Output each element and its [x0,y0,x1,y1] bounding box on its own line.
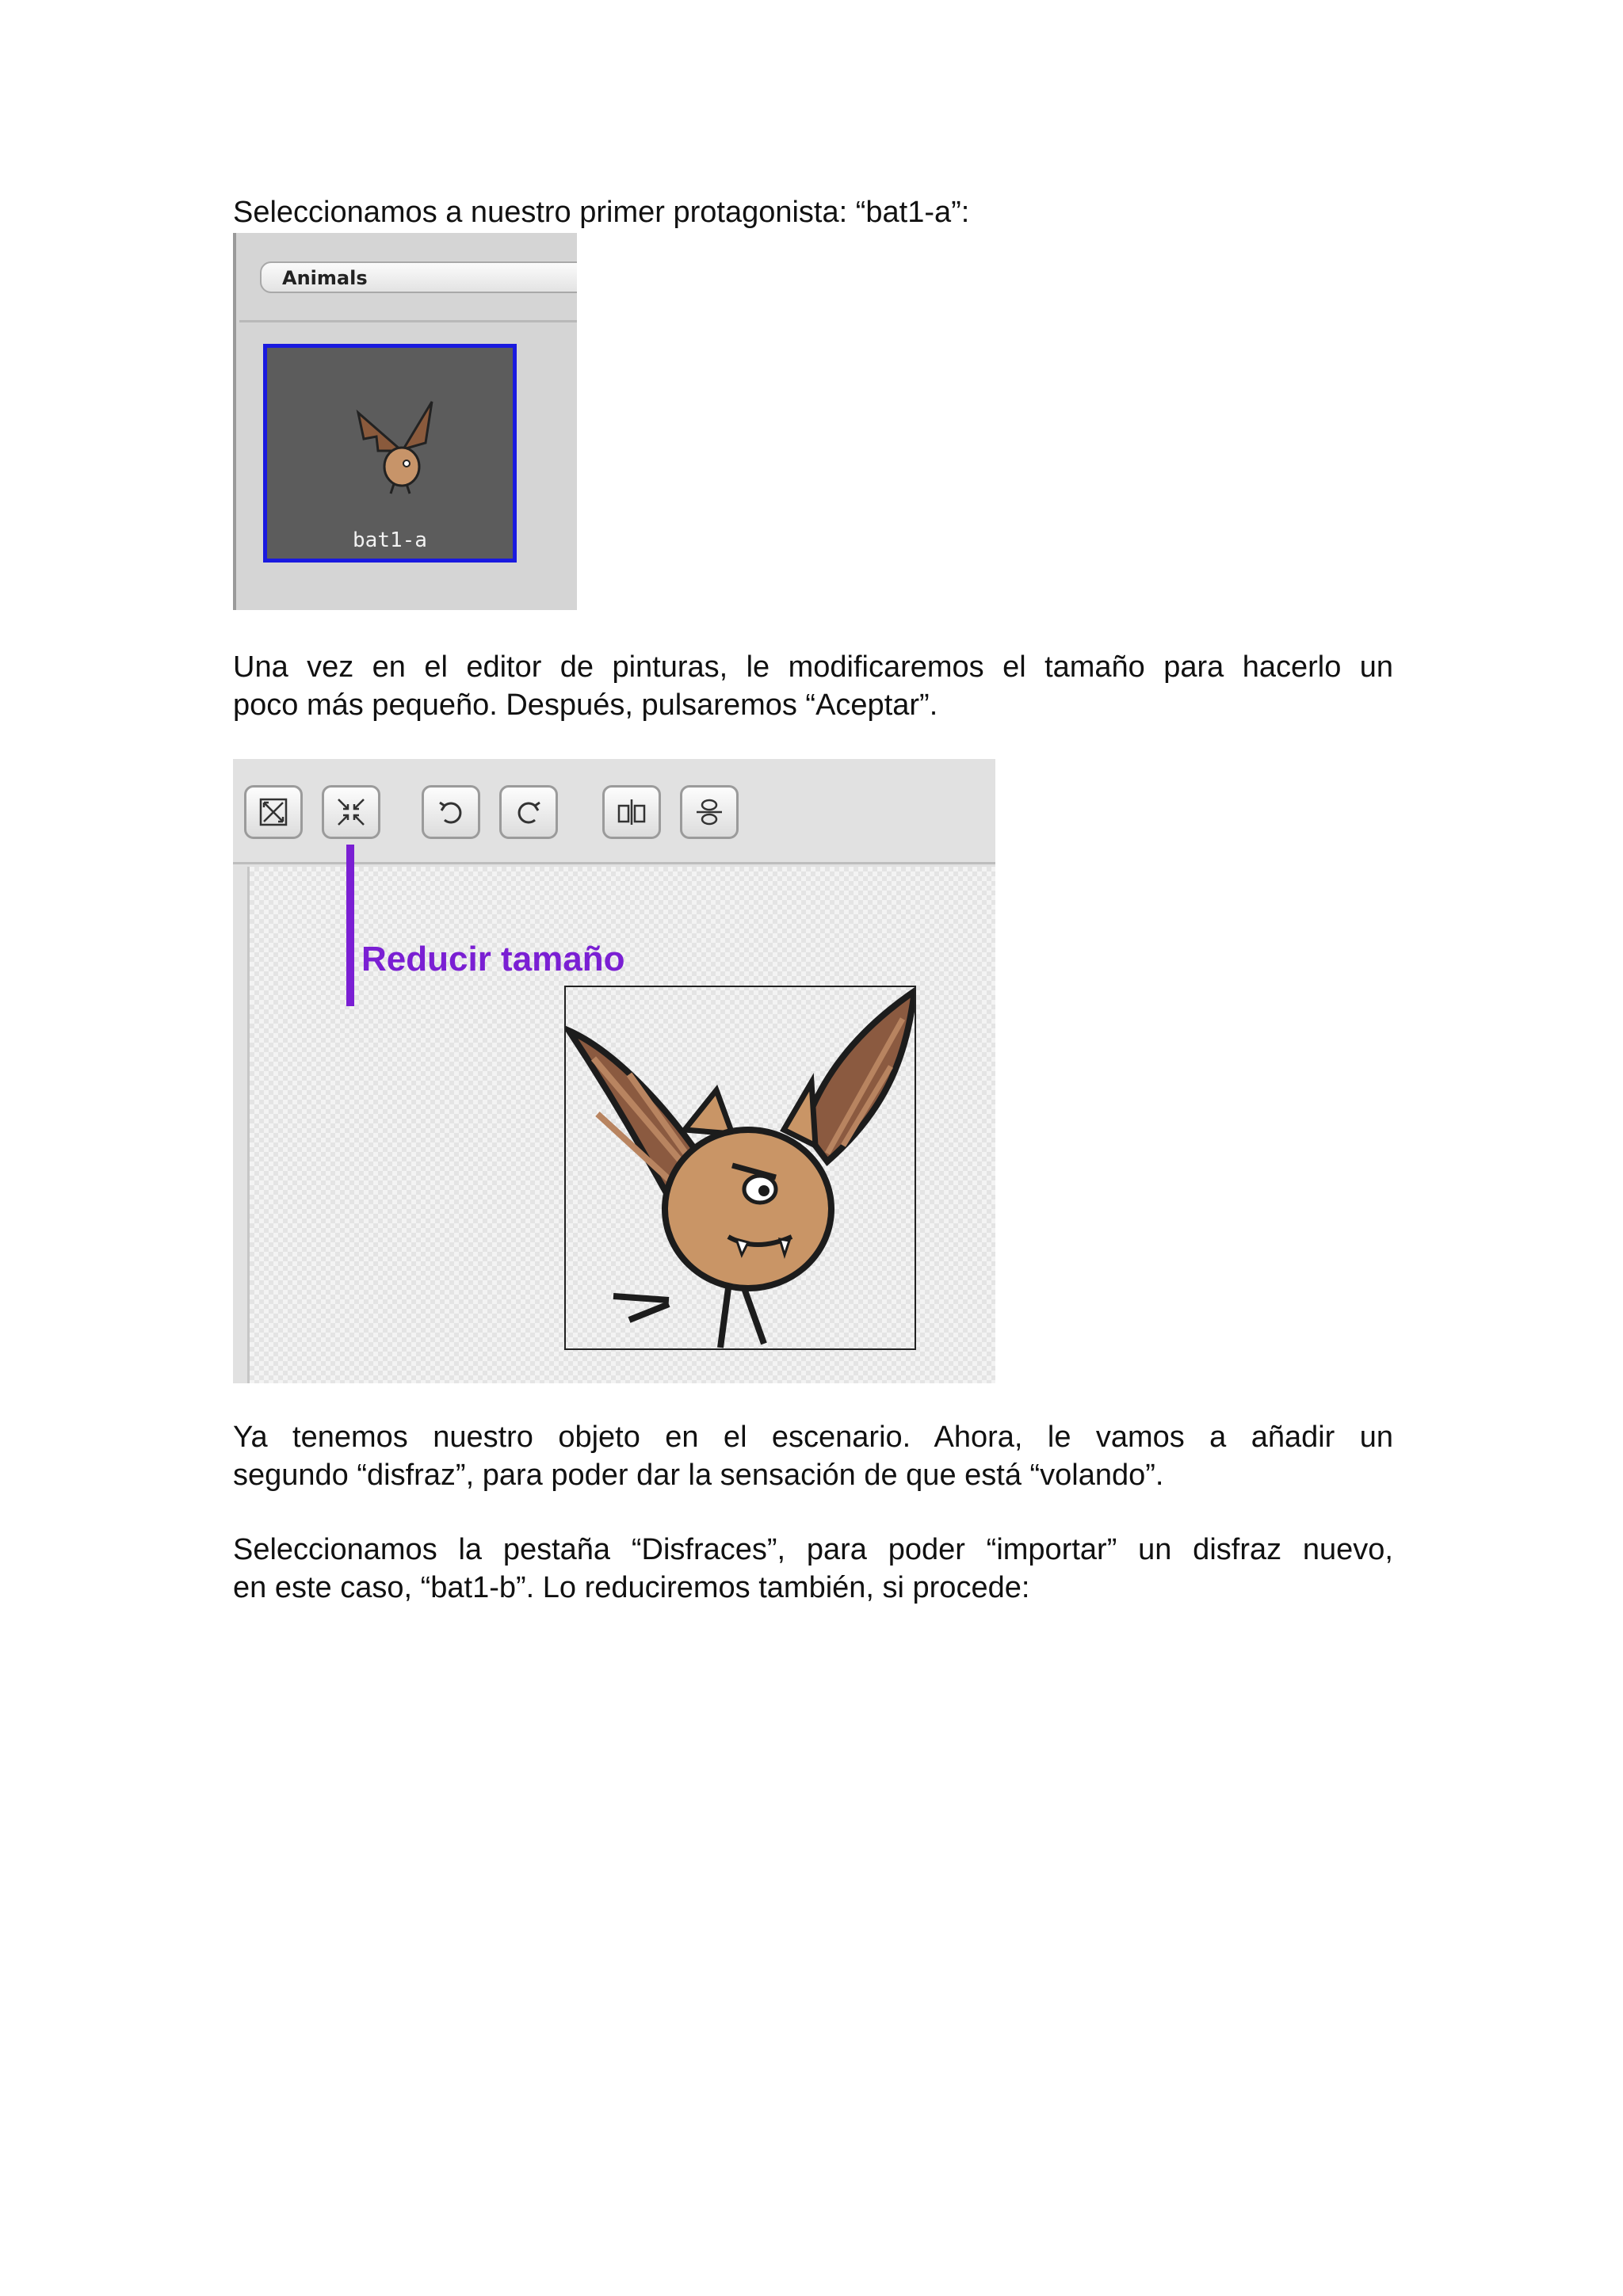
grow-button[interactable] [244,785,303,839]
paragraph-line: segundo “disfraz”, para poder dar la sensación de que está “volando”. [233,1459,1164,1492]
callout-pointer [346,845,354,1006]
callout-label: Reducir tamaño [361,940,625,978]
paragraph-line: Ya tenemos nuestro objeto en el escenario. Ahora, le vamos a añadir un [233,1421,1393,1454]
bat-sprite-icon [566,987,915,1348]
sprite-tile-selected[interactable] [263,344,517,563]
grow-icon [256,795,291,830]
paragraph-costumes-tab [233,1531,1393,1607]
flip-horizontal-icon [614,795,649,830]
divider [239,320,577,322]
sprite-name: bat1-a [353,528,427,552]
paragraph-line: Seleccionamos a nuestro primer protagonista: “bat1-a”: [233,196,970,229]
bat-thumbnail-icon [346,395,441,498]
category-label: Animals [282,267,368,289]
paragraph-line: en este caso, “bat1-b”. Lo reduciremos también, si procede: [233,1571,1030,1604]
paragraph-select-sprite [233,193,1393,231]
paint-editor-screenshot [233,759,995,1383]
redo-button[interactable] [499,785,558,839]
flip-vertical-icon [692,795,727,830]
undo-button[interactable] [422,785,480,839]
paragraph-line: Seleccionamos la pestaña “Disfraces”, para poder “importar” un disfraz nuevo, [233,1533,1393,1566]
undo-icon [433,795,468,830]
paragraph-line: Una vez en el editor de pinturas, le modificaremos el tamaño para hacerlo un [233,650,1393,684]
shrink-button[interactable] [322,785,380,839]
paragraph-object-on-stage [233,1418,1393,1494]
paragraph-line: poco más pequeño. Después, pulsaremos “Aceptar”. [233,688,938,722]
category-dropdown[interactable] [260,261,577,293]
sprite-library-screenshot [233,233,577,610]
redo-icon [511,795,546,830]
flip-horizontal-button[interactable] [602,785,661,839]
paragraph-paint-editor [233,648,1393,724]
flip-vertical-button[interactable] [680,785,739,839]
shrink-icon [334,795,369,830]
